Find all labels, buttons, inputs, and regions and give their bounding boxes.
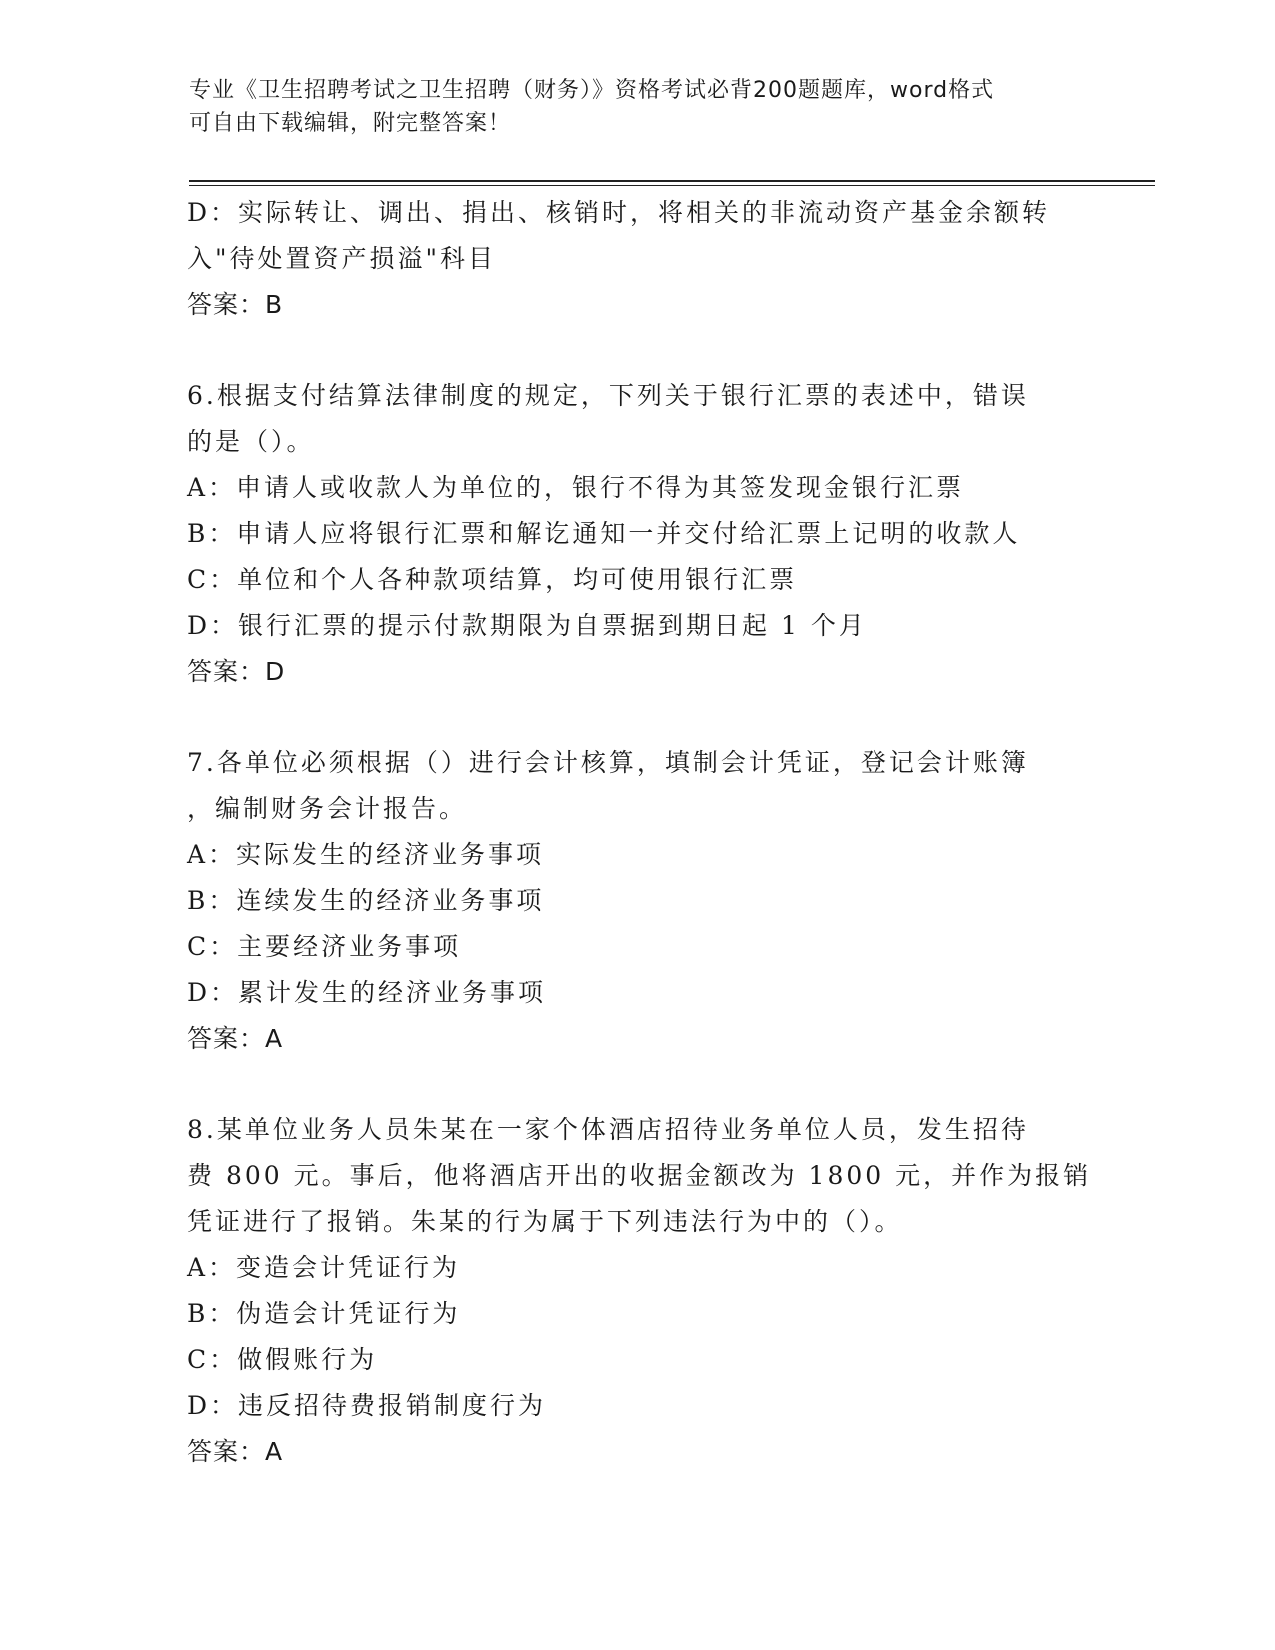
question-7 xyxy=(187,740,1087,1062)
header-title-line-2: 可自由下载编辑，附完整答案！ xyxy=(189,111,512,136)
option-c: C：单位和个人各种款项结算，均可使用银行汇票 xyxy=(187,565,798,594)
option-b: B：申请人应将银行汇票和解讫通知一并交付给汇票上记明的收款人 xyxy=(187,519,1021,548)
header-divider-thick xyxy=(189,180,1155,182)
header-divider-thin xyxy=(189,185,1155,186)
option-c: C：主要经济业务事项 xyxy=(187,932,462,961)
question-list xyxy=(187,190,1092,1475)
question-stem-continued: 凭证进行了报销。朱某的行为属于下列违法行为中的（）。 xyxy=(187,1207,903,1236)
answer: 答案：D xyxy=(187,657,286,686)
question-stem: 7.各单位必须根据（）进行会计核算，填制会计凭证，登记会计账簿 xyxy=(187,748,1029,777)
header-title-line-1: 专业《卫生招聘考试之卫生招聘（财务）》资格考试必背200题题库，word格式 xyxy=(189,78,995,103)
question-6 xyxy=(187,373,1087,695)
option-a: A：变造会计凭证行为 xyxy=(187,1253,461,1282)
option-a: A：申请人或收款人为单位的，银行不得为其签发现金银行汇票 xyxy=(187,473,965,502)
question-8 xyxy=(187,1107,1092,1475)
answer: 答案：A xyxy=(187,1024,284,1053)
page-header xyxy=(189,74,1069,140)
option-d: D：违反招待费报销制度行为 xyxy=(187,1391,547,1420)
question-stem-continued: 的是（）。 xyxy=(187,427,315,456)
option-b: B：连续发生的经济业务事项 xyxy=(187,886,545,915)
option-d: D：实际转让、调出、捐出、核销时，将相关的非流动资产基金余额转 xyxy=(187,198,1051,227)
option-a: A：实际发生的经济业务事项 xyxy=(187,840,545,869)
question-5-tail xyxy=(187,190,1087,328)
option-c: C：做假账行为 xyxy=(187,1345,378,1374)
question-stem-continued: ，编制财务会计报告。 xyxy=(187,794,468,823)
option-b: B：伪造会计凭证行为 xyxy=(187,1299,461,1328)
question-stem-continued: 费 800 元。事后，他将酒店开出的收据金额改为 1800 元，并作为报销 xyxy=(187,1161,1092,1190)
option-d-continued: 入"待处置资产损溢"科目 xyxy=(187,244,496,273)
question-stem: 8.某单位业务人员朱某在一家个体酒店招待业务单位人员，发生招待 xyxy=(187,1115,1029,1144)
answer: 答案：A xyxy=(187,1437,284,1466)
answer: 答案：B xyxy=(187,290,284,319)
option-d: D：银行汇票的提示付款期限为自票据到期日起 1 个月 xyxy=(187,611,867,640)
option-d: D：累计发生的经济业务事项 xyxy=(187,978,547,1007)
question-stem: 6.根据支付结算法律制度的规定，下列关于银行汇票的表述中，错误 xyxy=(187,381,1029,410)
